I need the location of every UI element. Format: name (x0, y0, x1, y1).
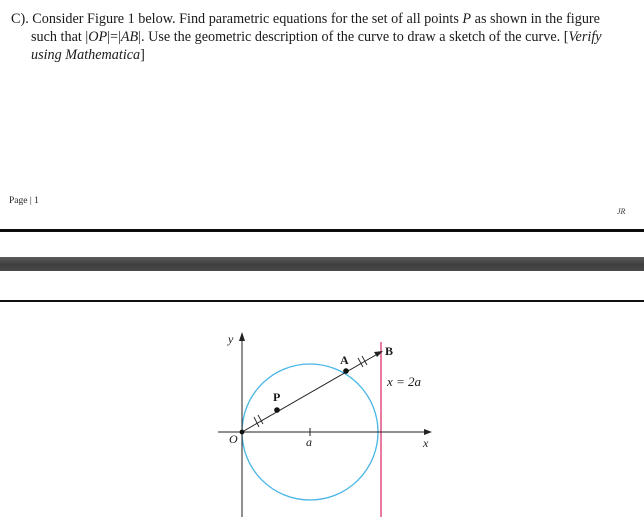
label-a-axis: a (306, 435, 312, 449)
question-text-part: . Use the geometric description of the curve to draw a sketch of the curve. [ (141, 29, 569, 45)
author-initials: JR (617, 207, 626, 216)
point-p-label: P (462, 11, 472, 27)
question-line-2: such that |OP|=|AB|. Use the geometric description of the curve to draw a sketch of the curve. [Verify (31, 29, 602, 45)
point-p (274, 407, 280, 413)
y-axis-arrow-icon (239, 332, 245, 341)
question-text (11, 10, 629, 64)
question-text-part: as shown in the figure (471, 11, 600, 27)
label-line-x-2a: x = 2a (387, 374, 422, 389)
label-y: y (228, 332, 234, 346)
point-o (240, 430, 245, 435)
label-o: O (229, 432, 238, 446)
question-text-part: C). Consider Figure 1 below. Find parametric equations for the set of all points (11, 11, 463, 27)
question-text-part: such that (31, 29, 86, 45)
verify-text: Verify (568, 29, 602, 45)
page-divider-top (0, 229, 644, 232)
op-label: OP (88, 29, 108, 45)
page-number: Page | 1 (9, 196, 39, 206)
question-line-3 (11, 46, 629, 64)
ab-label: AB (120, 29, 139, 45)
equal-tick-marks (254, 356, 367, 427)
equals-sign: = (109, 29, 118, 45)
label-x: x (423, 436, 429, 450)
question-text-part: ] (140, 47, 145, 63)
mathematica-text: using Mathematica (31, 47, 141, 63)
label-A: A (340, 353, 349, 367)
question-line-1 (11, 10, 629, 28)
label-p: P (273, 390, 281, 404)
label-B: B (385, 344, 394, 358)
page-gap-band (0, 257, 644, 271)
x-axis-arrow-icon (424, 429, 432, 435)
figure-1 (0, 300, 644, 517)
point-a (343, 368, 349, 374)
